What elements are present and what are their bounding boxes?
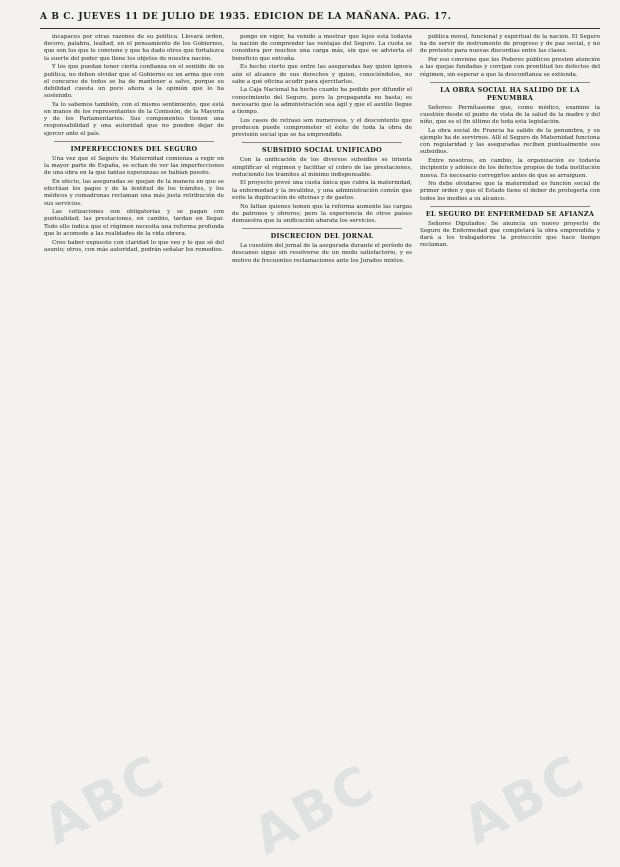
paragraph: Con la unificación de los diversos subsidios se intenta simplificar el régimen y facilitar el cobro de las prestaciones, reduciendo los trámites al mínimo indispensable. xyxy=(232,157,412,178)
column-1 xyxy=(44,34,224,844)
section-title: DISCRECION DEL JORNAL xyxy=(270,232,374,241)
paragraph: Señores Diputados: Se anuncia un nuevo proyecto de Seguro de Enfermedad que completará la obra emprendida y dará a los trabajadores la protección que hace tiempo reclaman. xyxy=(420,220,600,249)
column-2-intro xyxy=(232,34,412,139)
paragraph: Ya lo sabemos también, con el mismo sentimiento, que está en manos de los representantes de la Comisión, de la Mayoría y de los Parlamentarios. Sus componentes tienen una responsabilidad y una autoridad que no pueden dejar de ejercer ante el país. xyxy=(44,101,224,137)
paragraph: Señores: Permítaseme que, como médico, examine la cuestión desde el punto de vista de la salud de la madre y del niño, que es el fin último de toda esta legislación. xyxy=(420,104,600,126)
section-divider xyxy=(430,82,590,83)
watermark-stamp: ABC xyxy=(453,742,597,858)
header-text: A B C. JUEVES 11 DE JULIO DE 1935. EDICION DE LA MAÑANA. PAG. 17. xyxy=(40,12,452,22)
paragraph: Las cotizaciones son obligatorias y se pagan con puntualidad; las prestaciones, en cambio, tardan en llegar. Todo ello indica que el régimen necesita una reforma profunda que lo acomode a las realidades de la vida obrera. xyxy=(44,209,224,237)
section-title: LA OBRA SOCIAL HA SALIDO DE LA PENUMBRA xyxy=(440,85,580,102)
paragraph: Y los que puedan tener cierta confianza en el sentido de su política, no deben olvidar que el Gobierno es un arma que con el concurso de todos se ha de mantener a salvo, porque su debilidad cuesta un poco ahora a la opinión que lo ha sostenido. xyxy=(44,64,224,100)
paragraph: pongo en vigor, ha venido a mostrar que lejos está todavía la nación de comprender las ventajas del Seguro. La cuota se considera por muchos una carga más, sin que se advierta el beneficio que entraña. xyxy=(232,34,412,62)
section-title: EL SEGURO DE ENFERMEDAD SE AFIANZA xyxy=(425,209,595,218)
section-divider xyxy=(430,206,590,207)
section-title: SUBSIDIO SOCIAL UNIFICADO xyxy=(261,146,383,155)
paragraph: En efecto, las aseguradas se quejan de la manera en que se efectúan los pagos y de la lentitud de los trámites, y los médicos y comadronas reclaman una más justa retribución de sus servicios. xyxy=(44,178,224,207)
column-2-section-2 xyxy=(232,243,412,265)
paragraph: Entre nosotros, en cambio, la organización es todavía incipiente y adolece de los defectos propios de toda institución nueva. Es necesario corregirlos antes de que se arraiguen. xyxy=(420,158,600,179)
section-divider xyxy=(54,141,214,142)
section-divider xyxy=(242,142,402,143)
paragraph: Una vez que el Seguro de Maternidad comienza a regir en la mayor parte de España, se echan de ver las imperfecciones de una obra en la que tantas esperanzas se habían puesto. xyxy=(44,155,224,177)
paragraph: El proyecto prevé una cuota única que cubra la maternidad, la enfermedad y la invalidez, y una administración común que evite la duplicación de oficinas y de gastos. xyxy=(232,180,412,201)
watermark-stamp: ABC xyxy=(243,752,387,867)
section-divider xyxy=(242,228,402,229)
paragraph: pública moral, funcional y espiritual de la nación. El Seguro ha de servir de instrumento de progreso y de paz social, y no de pretexto para nuevas discordias entre las clases. xyxy=(420,34,600,55)
column-3 xyxy=(420,34,600,844)
paragraph: Creo haber expuesto con claridad lo que veo y lo que sé del asunto; otros, con más autoridad, podrán señalar los remedios. xyxy=(44,239,224,253)
column-1-section xyxy=(44,156,224,254)
column-1-intro xyxy=(44,34,224,138)
paragraph: Es hecho cierto que entre las aseguradas hay quien ignora aún el alcance de sus derechos y quien, conociéndolos, no sabe a qué oficina acudir para ejercitarlos. xyxy=(232,64,412,85)
paragraph: incapaces por otras razones de su política. Llevará orden, decoro, palabra, lealtad, en el pensamiento de los Gobiernos, que son los que le conviene y que ha dado otros que fortalezca la suerte del poder que llene los objetos de nuestra nación. xyxy=(44,34,224,62)
paragraph: La obra social de Francia ha salido de la penumbra, y su ejemplo ha de servirnos. Allí el Seguro de Maternidad funciona con regularidad y las aseguradas reciben puntualmente sus subsidios. xyxy=(420,127,600,156)
column-3-section xyxy=(420,105,600,203)
paragraph: No debe olvidarse que la maternidad es función social de primer orden y que el Estado tiene el deber de protegerla con todos los medios a su alcance. xyxy=(420,181,600,202)
column-2-section xyxy=(232,157,412,225)
paragraph: Por eso conviene que los Poderes públicos presten atención a las quejas fundadas y corrijan con prontitud los defectos del régimen, sin esperar a que la desconfianza se extienda. xyxy=(420,57,600,78)
header-rule xyxy=(40,28,600,29)
page-header xyxy=(40,8,600,26)
column-3-section-2 xyxy=(420,221,600,250)
paragraph: La cuestión del jornal de la asegurada durante el período de descanso sigue sin resolverse de un modo satisfactorio, y es motivo de frecuentes reclamaciones ante los Jurados mixtos. xyxy=(232,243,412,264)
watermark-stamp: ABC xyxy=(33,742,177,858)
column-3-intro xyxy=(420,34,600,79)
paragraph: No faltan quienes temen que la reforma aumente las cargas de patronos y obreros; pero la experiencia de otros países demuestra que la unificación abarata los servicios. xyxy=(232,203,412,224)
paragraph: Los casos de retraso son numerosos, y el descontento que producen puede comprometer el éxito de toda la obra de previsión social que se ha emprendido. xyxy=(232,117,412,139)
paragraph: La Caja Nacional ha hecho cuanto ha podido por difundir el conocimiento del Seguro, pero la propaganda no basta; es necesario que la administración sea ágil y que el auxilio llegue a tiempo. xyxy=(232,87,412,116)
section-title: IMPERFECCIONES DEL SEGURO xyxy=(70,144,198,153)
column-2 xyxy=(232,34,412,844)
